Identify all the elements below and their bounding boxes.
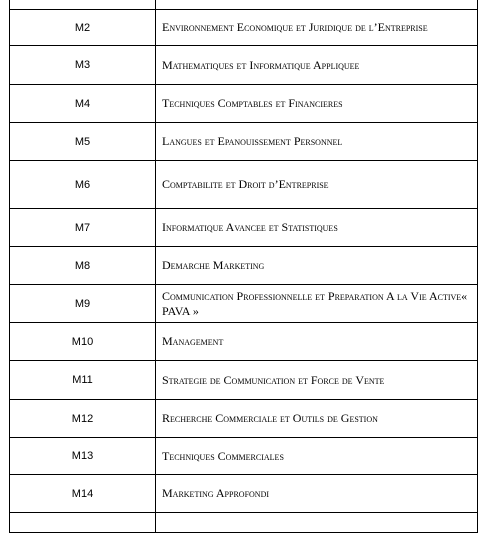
modules-table	[9, 0, 478, 533]
table-row	[10, 161, 478, 209]
table-row	[10, 361, 478, 400]
module-title: Techniques Commerciales	[156, 438, 478, 475]
module-code: M12	[10, 400, 156, 438]
module-title: Techniques Comptables et Financieres	[156, 85, 478, 123]
module-title: Environnement Economique et Juridique de l’Entreprise	[156, 10, 478, 46]
module-code-cell	[10, 0, 156, 10]
table-row	[10, 323, 478, 361]
module-title: Recherche Commerciale et Outils de Gestion	[156, 400, 478, 438]
module-code: M8	[10, 247, 156, 285]
module-code: M10	[10, 323, 156, 361]
module-title: Communication Professionnelle et Preparation A la Vie Active« PAVA »	[156, 285, 478, 323]
table-row	[10, 46, 478, 85]
module-code: M7	[10, 209, 156, 247]
module-code-cell	[10, 513, 156, 533]
module-title: Demarche Marketing	[156, 247, 478, 285]
module-title: Informatique Avancee et Statistiques	[156, 209, 478, 247]
module-code: M2	[10, 10, 156, 46]
table-row	[10, 438, 478, 475]
module-title: Mathematiques et Informatique Appliquee	[156, 46, 478, 85]
table-row	[10, 10, 478, 46]
module-code: M4	[10, 85, 156, 123]
module-code: M5	[10, 123, 156, 161]
table-row	[10, 0, 478, 10]
table-row	[10, 400, 478, 438]
module-title: Langues et Epanouissement Personnel	[156, 123, 478, 161]
table-row	[10, 209, 478, 247]
module-code: M6	[10, 161, 156, 209]
table-row	[10, 247, 478, 285]
table-row	[10, 85, 478, 123]
module-title-cell	[156, 0, 478, 10]
module-code: M9	[10, 285, 156, 323]
table-row	[10, 513, 478, 533]
module-code: M14	[10, 475, 156, 513]
table-row	[10, 285, 478, 323]
module-code: M11	[10, 361, 156, 400]
module-title-cell	[156, 513, 478, 533]
module-title: Marketing Approfondi	[156, 475, 478, 513]
table-row	[10, 123, 478, 161]
module-title: Comptabilite et Droit d’Entreprise	[156, 161, 478, 209]
module-code: M3	[10, 46, 156, 85]
module-code: M13	[10, 438, 156, 475]
table-row	[10, 475, 478, 513]
module-title: Strategie de Communication et Force de Vente	[156, 361, 478, 400]
module-title: Management	[156, 323, 478, 361]
